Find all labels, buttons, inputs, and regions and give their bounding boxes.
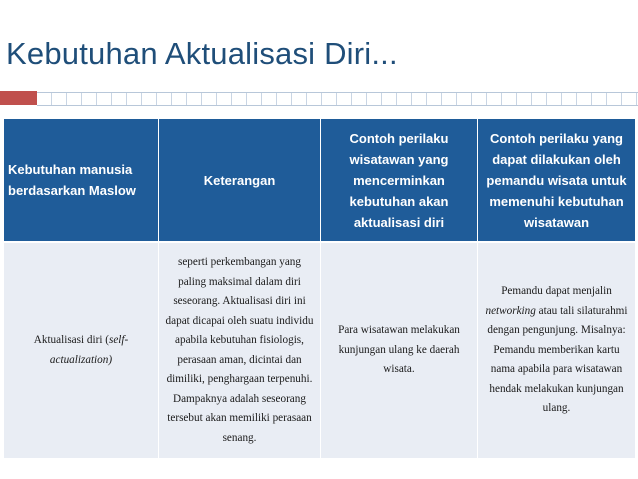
cell-guide-example xyxy=(478,242,636,458)
title-divider xyxy=(37,92,638,106)
table-header-row xyxy=(4,119,636,242)
header-description: Keterangan xyxy=(159,119,321,242)
cell-tourist-example: Para wisatawan melakukan kunjungan ulang ke daerah wisata. xyxy=(321,242,478,458)
header-guide-behavior: Contoh perilaku yang dapat dilakukan oleh pemandu wisata untuk memenuhi kebutuhan wisatawan xyxy=(478,119,636,242)
slide-title: Kebutuhan Aktualisasi Diri... xyxy=(6,36,398,71)
guide-text-1: Pemandu dapat menjalin xyxy=(501,285,612,298)
cell-description: seperti perkembangan yang paling maksimal dalam diri seseorang. Aktualisasi diri ini dapat dicapai oleh suatu individu apabila kebutuhan fisiologis, perasaan aman, dicintai dan dimiliki, penghargaan terpenuhi. Dampaknya adalah seseorang tersebut akan memiliki perasaan senang. xyxy=(159,242,321,458)
table-row xyxy=(4,242,636,458)
header-maslow-need: Kebutuhan manusia berdasarkan Maslow xyxy=(4,119,159,242)
need-text: Aktualisasi diri ( xyxy=(33,334,109,346)
maslow-table xyxy=(3,119,636,458)
cell-need xyxy=(4,242,159,458)
title-accent-square xyxy=(0,91,37,105)
need-italic-text: self-actualization) xyxy=(49,334,129,366)
guide-italic-text: networking xyxy=(485,304,536,317)
guide-text-2: atau tali silaturahmi dengan pengunjung. Misalnya: Pemandu memberikan kartu nama apabila para wisatawan hendak melakukan kunjungan ulang. xyxy=(487,304,628,415)
header-tourist-behavior: Contoh perilaku wisatawan yang mencerminkan kebutuhan akan aktualisasi diri xyxy=(321,119,478,242)
